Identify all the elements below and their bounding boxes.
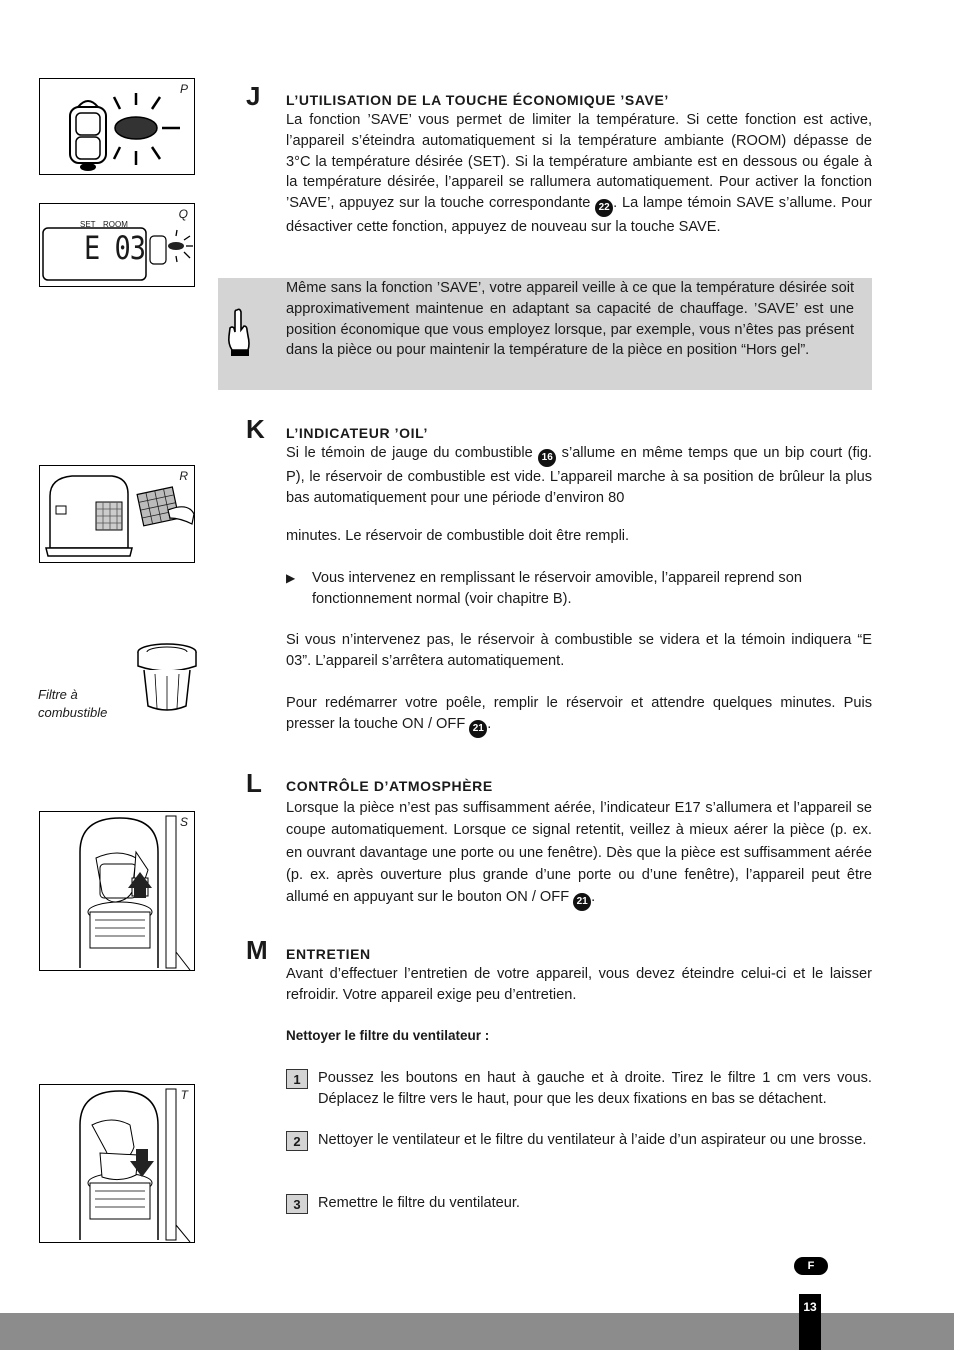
text-span: s’allume en même temps que un bip court (fig. P), le réservoir de combustible est vide. L’appareil marche à sa position de brûleur la plus bas automatiquement pour une période d’environ 80: [286, 445, 872, 506]
text-span: La fonction ’SAVE’ vous permet de limiter la température. Si cette fonction est active, l’appareil s’éteindra automatiquement si la température ambiante (ROOM) dépasse de 3°C la température désirée (SET). Si la température ambiante est en dessous ou égale à la température désirée, l’appareil se rallumera automatiquement. Pour activer la fonction ’SAVE’, appuyez sur la touche correspondante: [286, 112, 872, 212]
section-heading-oil: L’INDICATEUR ’OIL’: [286, 425, 428, 441]
section-letter-k: K: [246, 414, 265, 444]
text-span: . La lampe témoin SAVE s’allume. Pour désactiver cette fonction, appuyez de nouveau sur la touche SAVE.: [286, 195, 872, 236]
save-button-illustration-icon: [40, 79, 195, 175]
filter-subheading: Nettoyer le filtre du ventilateur :: [286, 1028, 490, 1043]
text-span: .: [591, 889, 596, 906]
display-error-code: E 03: [84, 230, 146, 268]
language-badge: F: [794, 1257, 828, 1275]
text-span: .: [487, 715, 492, 732]
figure-label: Q: [178, 207, 188, 221]
reference-number-badge: 16: [538, 449, 556, 467]
reference-number-badge: 22: [595, 199, 613, 217]
text-span: Si le témoin de jauge du combustible: [286, 445, 539, 461]
pointing-hand-icon: [226, 308, 252, 358]
section-heading-save: L’UTILISATION DE LA TOUCHE ÉCONOMIQUE ’SAVE’: [286, 92, 669, 108]
step-text-1: Poussez les boutons en haut à gauche et à droite. Tirez le filtre 1 cm vers vous. Déplacez le filtre vers le haut, pour que les deux fixations en bas se détachent.: [318, 1070, 872, 1107]
filter-lift-illustration-icon: [40, 812, 195, 971]
filter-insert-illustration-icon: [40, 1085, 195, 1243]
figure-label: S: [179, 815, 188, 829]
fuel-filter-icon: [135, 642, 199, 714]
text-span: Lorsque la pièce n’est pas suffisamment aérée, l’indicateur E17 s’allumera et l’appareil se coupe automatiquement. Lorsque ce signal retentit, veillez à mieux aérer la pièce (p. ex. en ouvrant davantage une porte ou une fenêtre). Dès que la pièce est suffisamment aérée (p. ex. après ouverture plus grande d’une porte ou d’une fenêtre), l’appareil peut être allumé en appuyant sur le bouton ON / OFF: [286, 800, 872, 906]
reference-number-badge: 21: [469, 720, 487, 738]
fuel-filter-caption: [38, 686, 107, 722]
display-room-label: ROOM: [103, 220, 128, 229]
display-set-label: SET: [80, 220, 96, 229]
atmosphere-paragraph: [286, 797, 872, 911]
figure-label: P: [179, 82, 188, 96]
figure-r-heater-filter: [39, 465, 195, 563]
restart-paragraph: [286, 693, 872, 738]
figure-t-filter-down: [39, 1084, 195, 1243]
step-text-2: Nettoyer le ventilateur et le filtre du ventilateur à l’aide d’un aspirateur ou une brosse.: [318, 1132, 867, 1148]
reference-number-badge: 21: [573, 893, 591, 911]
note-box: [218, 278, 872, 390]
section-heading-maintenance: ENTRETIEN: [286, 946, 371, 962]
caption-line: combustible: [38, 705, 108, 720]
save-description: [286, 110, 872, 238]
section-heading-atmosphere: CONTRÔLE D’ATMOSPHÈRE: [286, 778, 493, 794]
step-number-3: 3: [286, 1194, 308, 1214]
text-span: Pour redémarrer votre poêle, remplir le réservoir et attendre quelques minutes. Puis presser la touche ON / OFF: [286, 695, 872, 732]
note-text: Même sans la fonction ’SAVE’, votre appareil veille à ce que la température désirée soit approximativement maintenue en adaptant sa capacité de chauffage. ’SAVE’ est une position économique que vous employez lorsque, par exemple, vous n’êtes pas présent dans la pièce ou pour maintenir la température de la pièce en position “Hors gel”.: [286, 280, 854, 359]
figure-q-display: [39, 203, 195, 287]
section-letter-j: J: [246, 81, 261, 111]
page-number: 13: [799, 1294, 821, 1350]
caption-line: Filtre à: [38, 687, 78, 702]
oil-indicator-paragraph: [286, 443, 872, 509]
figure-s-filter-up: [39, 811, 195, 971]
bullet-arrow-icon: ▶: [286, 571, 296, 585]
figure-label: T: [180, 1088, 188, 1102]
figure-label: R: [179, 469, 188, 483]
figure-p-save-button: [39, 78, 195, 175]
oil-refill-paragraph: minutes. Le réservoir de combustible doit être rempli.: [286, 528, 630, 544]
step-text-3: Remettre le filtre du ventilateur.: [318, 1195, 520, 1211]
step-number-2: 2: [286, 1131, 308, 1151]
oil-bullet-text: Vous intervenez en remplissant le réservoir amovible, l’appareil reprend son fonctionnement normal (voir chapitre B).: [312, 570, 802, 607]
step-number-1: 1: [286, 1069, 308, 1089]
oil-empty-paragraph: Si vous n’intervenez pas, le réservoir à combustible se videra et la témoin indiquera “E 03”. L’appareil s’arrêtera automatiquement.: [286, 632, 872, 669]
section-letter-l: L: [246, 768, 262, 798]
heater-filter-removal-icon: [40, 466, 195, 563]
maintenance-paragraph: Avant d’effectuer l’entretien de votre appareil, vous devez éteindre celui-ci et le laisser refroidir. Votre appareil exige peu d’entretien.: [286, 966, 872, 1003]
section-letter-m: M: [246, 935, 268, 965]
